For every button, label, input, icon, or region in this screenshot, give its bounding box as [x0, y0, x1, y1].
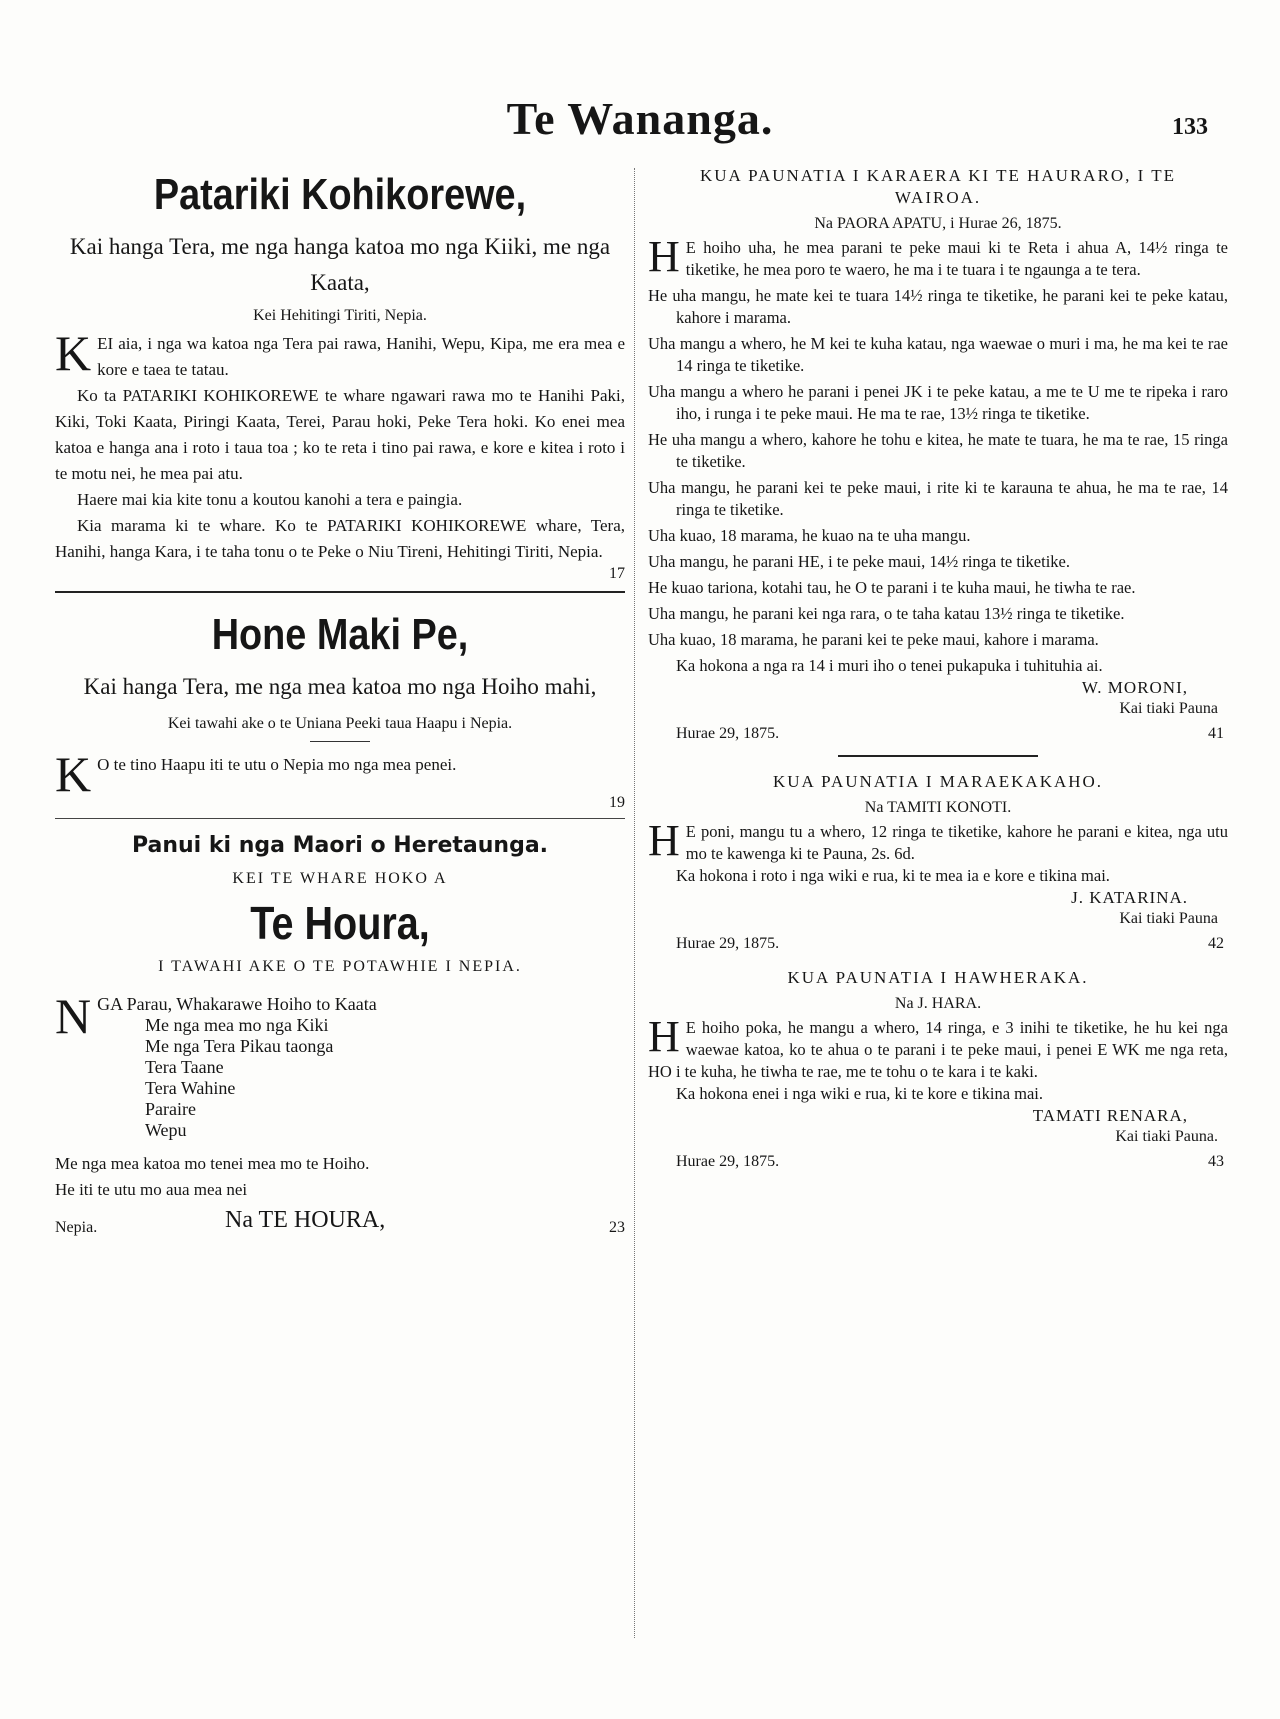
- notice-paragraph: Ka hokona enei i nga wiki e rua, ki te kore e tikina mai.: [676, 1084, 1044, 1103]
- list-item: Paraire: [145, 1099, 196, 1119]
- advert-subtitle: Kai hanga Tera, me nga mea katoa mo nga Hoiho mahi,: [83, 674, 597, 699]
- pound-notice-hawheraka: [648, 967, 1228, 1171]
- advert-title: Patariki Kohikorewe,: [153, 170, 527, 219]
- notice-byline: Na J. HARA.: [894, 995, 982, 1012]
- advert-paragraph: O te tino Haapu iti te utu o Nepia mo nga mea penei.: [97, 755, 457, 774]
- advert-line: Me nga mea katoa mo tenei mea mo te Hoiho.: [55, 1154, 370, 1173]
- advert-line: He iti te utu mo aua mea nei: [55, 1180, 248, 1199]
- notice-paragraph: He uha mangu a whero, kahore he tohu e kitea, he mate te tuara, he ma te rae, 15 ringa te tiketike.: [648, 430, 1228, 471]
- notice-heading: KUA PAUNATIA I KARAERA KI TE HAURARO, I TE WAIROA.: [699, 166, 1177, 207]
- list-item: Me nga Tera Pikau taonga: [145, 1036, 334, 1056]
- list-item: Tera Taane: [145, 1057, 224, 1077]
- notice-number: 42: [1208, 935, 1224, 952]
- divider: [838, 755, 1038, 757]
- masthead: [0, 92, 1280, 152]
- notice-date: Hurae 29, 1875.: [676, 935, 780, 952]
- advert-hone-maki-pe: [55, 607, 625, 812]
- page-number: 133: [1172, 114, 1208, 140]
- notice-paragraph: Uha mangu, he parani HE, i te peke maui, 14½ ringa te tiketike.: [648, 552, 1070, 571]
- drop-cap: H: [648, 816, 680, 865]
- divider: [55, 818, 625, 819]
- notice-signature-title: Kai tiaki Pauna: [1119, 910, 1218, 927]
- advert-te-houra: [55, 833, 625, 1241]
- list-first-line: GA Parau, Whakarawe Hoiho to Kaata: [97, 994, 377, 1014]
- notice-paragraph: He uha mangu, he mate kei te tuara 14½ ringa te tiketike, he parani kei te peke katau, kahore i marama.: [648, 286, 1228, 327]
- notice-paragraph: E hoiho uha, he mea parani te peke maui ki te Reta i ahua A, 14½ ringa te tiketike, he mea poro te waero, he ma i te tuara i te ngaunga a te tera.: [685, 238, 1228, 279]
- pound-notice-maraekakaho: [648, 771, 1228, 953]
- drop-cap: N: [55, 988, 92, 1044]
- notice-paragraph: Ka hokona i roto i nga wiki e rua, ki te mea ia e kore e tikina mai.: [676, 866, 1110, 885]
- advert-paragraph: Ko ta PATARIKI KOHIKOREWE te whare ngawari rawa mo te Hanihi Paki, Kiki, Toki Kaata, Piringi Kaata, Terei, Parau hoki, Peke Tera hoki. Ko enei mea katoa e hanga ana i roto i taua toa ; ko te reta i tino pai rawa, e kore e kitea i roto i te motu nei, he mea pai atu.: [55, 386, 625, 483]
- notice-signature-title: Kai tiaki Pauna.: [1115, 1128, 1218, 1145]
- notice-signature-title: Kai tiaki Pauna: [1119, 700, 1218, 717]
- list-item: Me nga mea mo nga Kiki: [145, 1015, 329, 1035]
- notice-heading: KUA PAUNATIA I HAWHERAKA.: [787, 968, 1089, 987]
- advert-address: Kei Hehitingi Tiriti, Nepia.: [253, 307, 427, 324]
- notice-signature: J. KATARINA.: [1071, 888, 1188, 907]
- notice-date: Hurae 29, 1875.: [676, 1153, 780, 1170]
- notice-paragraph: E hoiho poka, he mangu a whero, 14 ringa, e 3 inihi te tiketike, he hu kei nga waewae katoa, ko te ahua o te parani i te peke maui, i penei E WK me nga reta, HO i te kuha, he tiwha te rae, me te tohu o te kara i te kaki.: [648, 1018, 1228, 1081]
- newspaper-title: Te Wananga.: [506, 93, 774, 144]
- advert-pre-heading: KEI TE WHARE HOKO A: [232, 870, 448, 887]
- notice-paragraph: Uha kuao, 18 marama, he parani kei te peke maui, kahore i marama.: [648, 630, 1099, 649]
- notice-paragraph: Uha mangu, he parani kei nga rara, o te taha katau 13½ ringa te tiketike.: [648, 604, 1125, 623]
- notice-signature: W. MORONI,: [1081, 678, 1188, 697]
- drop-cap: H: [648, 1012, 680, 1061]
- advert-title: Hone Maki Pe,: [211, 610, 469, 659]
- notice-paragraph: Uha mangu a whero, he M kei te kuha katau, nga waewae o muri i ma, he ma kei te rae 14 ringa te tiketike.: [648, 334, 1228, 375]
- advert-heading: Panui ki nga Maori o Heretaunga.: [131, 833, 549, 858]
- notice-paragraph: Uha kuao, 18 marama, he kuao na te uha mangu.: [648, 526, 971, 545]
- notice-number: 43: [1208, 1153, 1224, 1170]
- drop-cap: K: [55, 325, 92, 381]
- advert-address: Kei tawahi ake o te Uniana Peeki taua Haapu i Nepia.: [167, 715, 513, 732]
- short-rule: [310, 741, 370, 742]
- list-item: Wepu: [145, 1120, 187, 1140]
- right-column: [648, 165, 1228, 1171]
- goods-list: [55, 1015, 625, 1141]
- notice-heading: KUA PAUNATIA I MARAEKAKAHO.: [772, 772, 1104, 791]
- notice-number: 41: [1208, 725, 1224, 742]
- advert-number: 23: [609, 1219, 625, 1236]
- advert-subtitle: Kai hanga Tera, me nga hanga katoa mo nga Kiiki, me nga Kaata,: [69, 234, 611, 295]
- advert-patariki: [55, 165, 625, 583]
- pound-notice-wairoa: [648, 165, 1228, 743]
- advert-number: 19: [609, 794, 625, 811]
- notice-paragraph: Uha mangu, he parani kei te peke maui, i rite ki te karauna te ahua, he ma te rae, 14 ringa te tiketike.: [648, 478, 1228, 519]
- advert-paragraph: EI aia, i nga wa katoa nga Tera pai rawa, Hanihi, Wepu, Kipa, me era mea e kore e taea te tatau.: [97, 334, 625, 379]
- advert-title: Te Houra,: [250, 897, 430, 949]
- left-column: [55, 165, 625, 1241]
- notice-paragraph: Uha mangu a whero he parani i penei JK i te peke katau, a me te U me te ripeka i raro iho, i runga i te peke maui. He ma te rae, 13½ ringa te tiketike.: [648, 382, 1228, 423]
- drop-cap: K: [55, 746, 92, 802]
- notice-paragraph: Ka hokona a nga ra 14 i muri iho o tenei pukapuka i tuhituhia ai.: [676, 656, 1103, 675]
- list-item: Tera Wahine: [145, 1078, 236, 1098]
- advert-number: 17: [609, 565, 625, 582]
- advert-paragraph: Haere mai kia kite tonu a koutou kanohi a tera e paingia.: [77, 490, 463, 509]
- notice-date: Hurae 29, 1875.: [676, 725, 780, 742]
- advert-signature: Na TE HOURA,: [225, 1207, 386, 1233]
- notice-byline: Na PAORA APATU, i Hurae 26, 1875.: [814, 215, 1062, 232]
- notice-byline: Na TAMITI KONOTI.: [864, 799, 1012, 816]
- notice-signature: TAMATI RENARA,: [1032, 1106, 1188, 1125]
- column-divider: [634, 168, 635, 1638]
- drop-cap: H: [648, 232, 680, 281]
- divider: [55, 591, 625, 593]
- notice-paragraph: He kuao tariona, kotahi tau, he O te parani i te kuha maui, he tiwha te rae.: [648, 578, 1136, 597]
- advert-location: I TAWAHI AKE O TE POTAWHIE I NEPIA.: [158, 958, 522, 975]
- advert-paragraph: Kia marama ki te whare. Ko te PATARIKI KOHIKOREWE whare, Tera, Hanihi, hanga Kara, i te taha tonu o te Peke o Niu Tireni, Hehitingi Tiriti, Nepia.: [55, 516, 625, 561]
- advert-place: Nepia.: [55, 1219, 98, 1236]
- notice-paragraph: E poni, mangu tu a whero, 12 ringa te tiketike, kahore he parani e kitea, nga utu mo te kawenga ki te Pauna, 2s. 6d.: [685, 822, 1228, 863]
